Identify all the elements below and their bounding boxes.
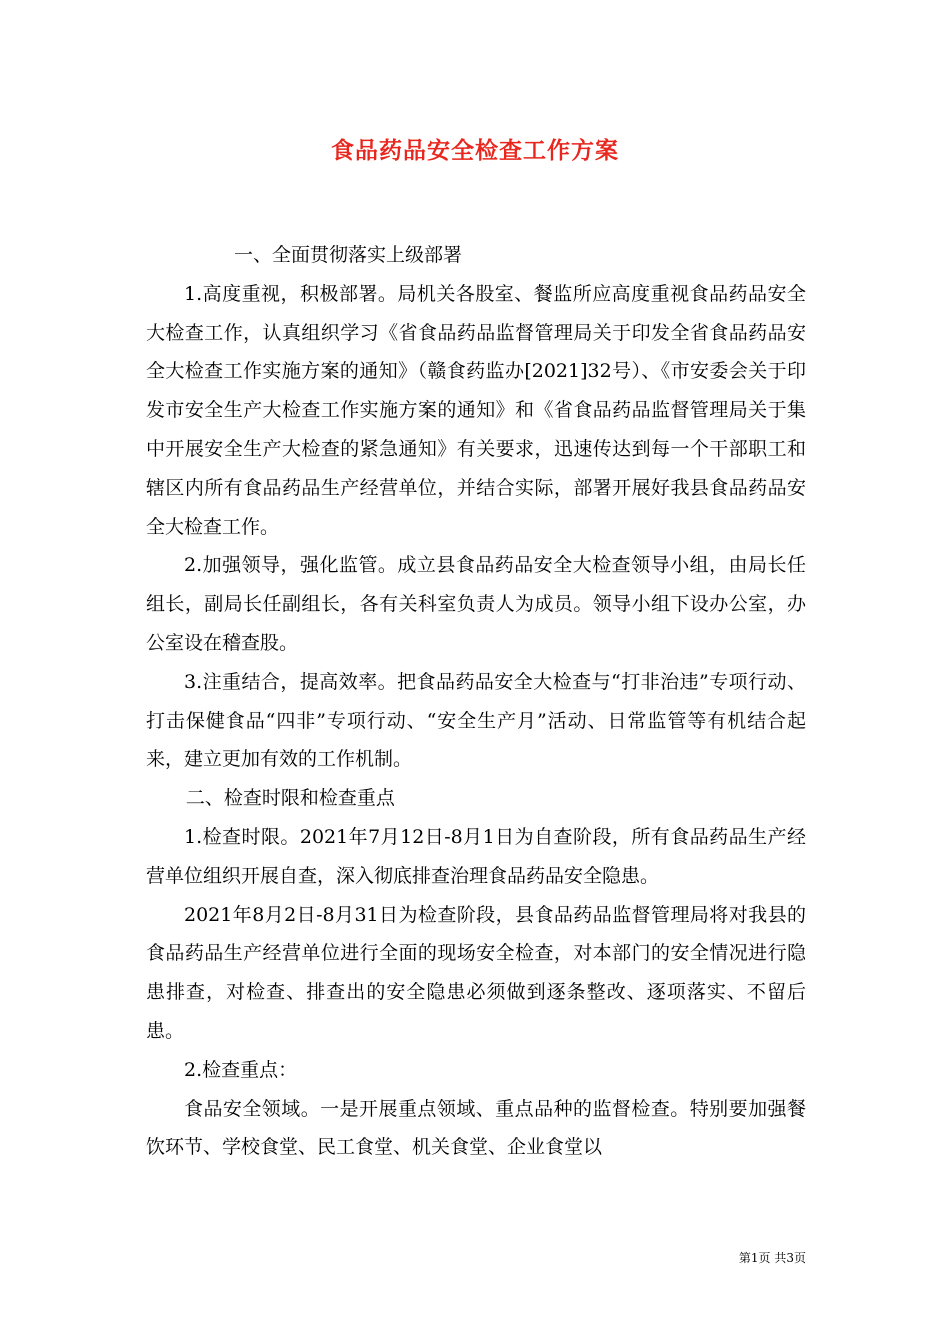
section-heading-1: 一、全面贯彻落实上级部署 <box>234 244 463 266</box>
paragraph-1-2: 2.加强领导，强化监管。成立县食品药品安全大检查领导小组，由局长任组长，副局长任副组长，各有关科室负责人为成员。领导小组下设办公室，办公室设在稽查股。 <box>146 554 806 654</box>
paragraph-food-safety: 食品安全领域。一是开展重点领域、重点品种的监督检查。特别要加强餐饮环节、学校食堂、民工食堂、机关食堂、企业食堂以 <box>146 1097 806 1159</box>
paragraph-2-1-cont: 2021年8月2日-8月31日为检查阶段，县食品药品监督管理局将对我县的食品药品生产经营单位进行全面的现场安全检查，对本部门的安全情况进行隐患排查，对检查、排查出的安全隐患必须做到逐条整改、逐项落实、不留后患。 <box>146 903 806 1042</box>
document-title: 食品药品安全检查工作方案 <box>331 137 619 164</box>
page-number: 第1页 共3页 <box>738 1251 806 1265</box>
paragraph-1-1: 1.高度重视，积极部署。局机关各股室、餐监所应高度重视食品药品安全大检查工作，认真组织学习《省食品药品监督管理局关于印发全省食品药品安全大检查工作实施方案的通知》（赣食药监办[2021]32号）、《市安委会关于印发市安全生产大检查工作实施方案的通知》和《省食品药品监督管理局关于集中开展安全生产大检查的紧急通知》有关要求，迅速传达到每一个干部职工和辖区内所有食品药品生产经营单位，并结合实际，部署开展好我县食品药品安全大检查工作。 <box>146 282 806 538</box>
section-heading-2: 二、检查时限和检查重点 <box>185 787 395 810</box>
document-body <box>146 236 806 1167</box>
paragraph-1-3: 3.注重结合，提高效率。把食品药品安全大检查与“打非治违”专项行动、打击保健食品“四非”专项行动、“安全生产月”活动、日常监管等有机结合起来，建立更加有效的工作机制。 <box>146 670 806 771</box>
paragraph-2-2: 2.检查重点： <box>184 1058 298 1081</box>
paragraph-2-1: 1.检查时限。2021年7月12日-8月1日为自查阶段，所有食品药品生产经营单位组织开展自查，深入彻底排查治理食品药品安全隐患。 <box>146 825 806 887</box>
